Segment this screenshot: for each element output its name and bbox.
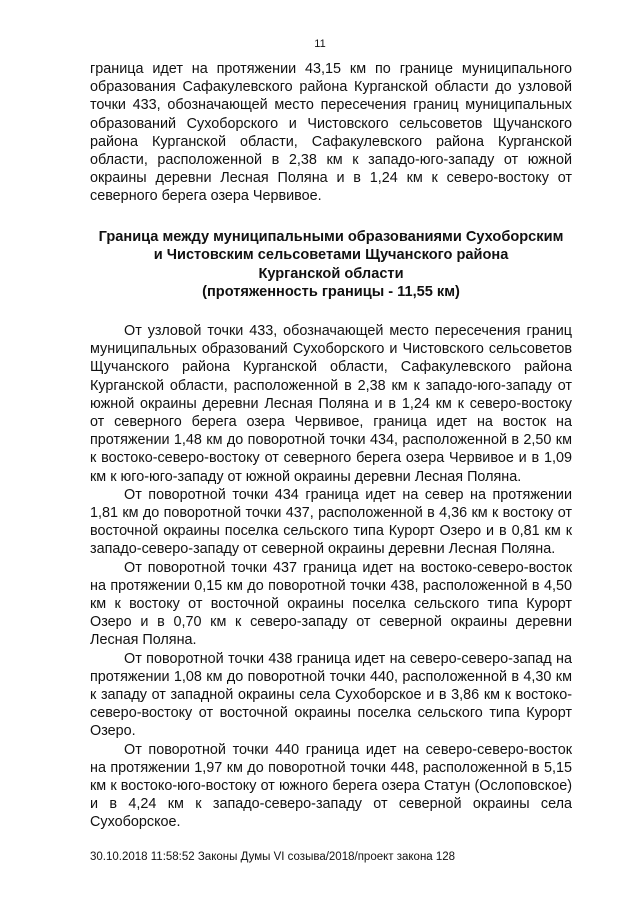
heading-line-3: Курганской области (258, 265, 404, 282)
document-body (90, 60, 572, 832)
paragraph-5: От поворотной точки 440 граница идет на северо-северо-восток на протяжении 1,97 км до поворотной точки 448, расположенной в 5,15 км к востоко-юго-востоку от южного берега озера Статун (Ослоповское) и в 4,24 км к западо-северо-западу от северной окраины села Сухоборское. (90, 741, 572, 831)
heading-line-1: Граница между муниципальными образованиями Сухоборским (98, 228, 564, 245)
intro-paragraph: граница идет на протяжении 43,15 км по границе муниципального образования Сафакулевского района Курганской области до узловой точки 433, обозначающей место пересечения границ муниципальных образований Сухоборского и Чистовского сельсоветов Щучанского района Курганской области, Сафакулевского района Курганской области, расположенной в 2,38 км к западо-юго-западу от южной окраины деревни Лесная Поляна и в 1,24 км к северо-востоку от северного берега озера Червивое. (90, 61, 572, 205)
page-number: 11 (314, 38, 326, 50)
paragraph-4: От поворотной точки 438 граница идет на северо-северо-запад на протяжении 1,08 км до поворотной точки 440, расположенной в 4,30 км к западу от западной окраины села Сухоборское и в 3,86 км к востоко-северо-востоку от восточной окраины поселка сельского типа Курорт Озеро. (90, 650, 572, 740)
heading-line-4: (протяженность границы - 11,55 км) (202, 284, 460, 301)
heading-line-2: и Чистовским сельсоветами Щучанского района (153, 247, 509, 264)
paragraph-2: От поворотной точки 434 граница идет на север на протяжении 1,81 км до поворотной точки 437, расположенной в 4,36 км к востоку от восточной окраины поселка сельского типа Курорт Озеро и в 0,81 км к западо-северо-западу от северной окраины деревни Лесная Поляна. (90, 486, 572, 558)
paragraph-1: От узловой точки 433, обозначающей место пересечения границ муниципальных образований Сухоборского и Чистовского сельсоветов Щучанского района Курганской области, Сафакулевского района Курганской области, расположенной в 2,38 км к западо-юго-западу от южной окраины деревни Лесная Поляна и в 1,24 км к северо-востоку от северного берега озера Червивое, граница идет на восток на протяжении 1,48 км до поворотной точки 434, расположенной в 2,50 км к востоко-северо-востоку от северного берега озера Червивое и в 1,09 км к юго-юго-западу от южной окраины деревни Лесная Поляна. (90, 323, 572, 485)
paragraph-3: От поворотной точки 437 граница идет на востоко-северо-восток на протяжении 0,15 км до поворотной точки 438, расположенной в 4,50 км к востоку от восточной окраины поселка сельского типа Курорт Озеро и в 0,70 км к северо-западу от северной окраины деревни Лесная Поляна. (90, 559, 572, 649)
section-heading (90, 228, 572, 302)
document-footer: 30.10.2018 11:58:52 Законы Думы VI созыва/2018/проект закона 128 (90, 851, 456, 863)
